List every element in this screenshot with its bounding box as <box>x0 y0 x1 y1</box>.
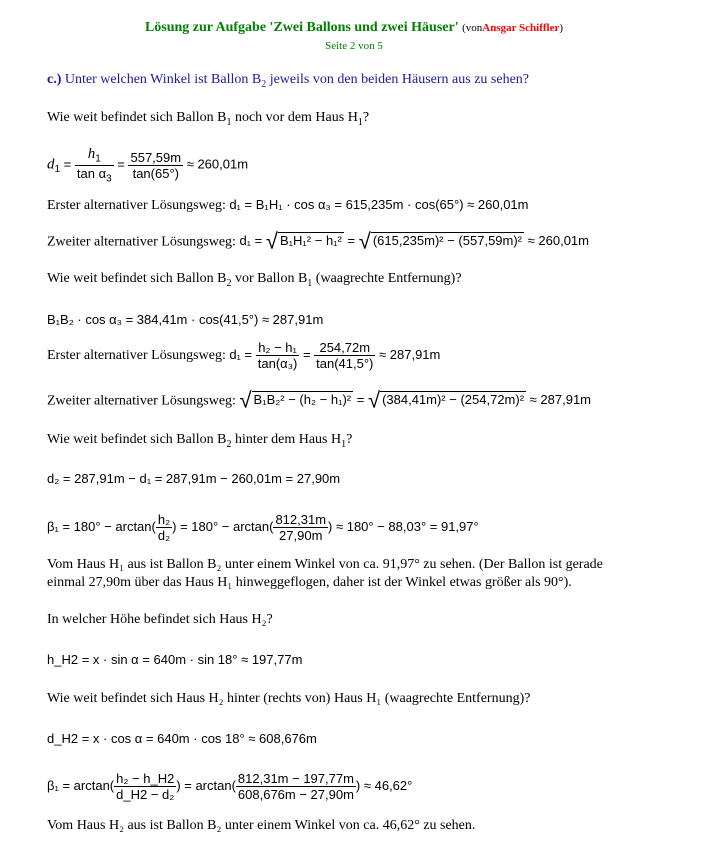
num: 812,31m − 197,77m <box>237 771 354 786</box>
fraction <box>128 150 183 181</box>
sub: 3 <box>106 173 112 185</box>
den: tan(41,5°) <box>316 356 374 371</box>
paragraph-1-line-1: Vom Haus H₁ aus ist Ballon B₂ unter einem Winkel von ca. 91,97° zu sehen. (Der Ballon ist gerade <box>47 557 603 572</box>
den: tan(65°) <box>132 165 179 181</box>
num: 812,31m <box>275 512 327 527</box>
result: ≈ 287,91m <box>529 392 592 408</box>
sub: 1 <box>226 116 232 128</box>
mid: ) = arctan( <box>176 777 236 793</box>
sub: 2 <box>226 277 232 289</box>
lhs: β₁ = arctan( <box>47 777 115 793</box>
q1-text: Wie weit befindet sich Ballon B <box>47 110 227 125</box>
radicand: (615,235m)² − (557,59m)² <box>372 233 523 249</box>
mid: ) = 180° − arctan( <box>172 518 274 534</box>
q2-end: (waagrechte Entfernung)? <box>315 271 462 286</box>
sqrt-icon: √ <box>358 229 371 254</box>
paragraph-2: Vom Haus H₂ aus ist Ballon B₂ unter einem Winkel von ca. 46,62° zu sehen. <box>47 818 476 833</box>
num: h <box>87 146 96 162</box>
fraction <box>314 340 375 371</box>
equation-dh2: d_H2 = x · cos α = 640m · cos 18° ≈ 608,676m <box>47 731 317 746</box>
page-number: Seite 2 von 5 <box>325 40 383 52</box>
q3-mid: hinter dem Haus H <box>234 432 342 447</box>
result: ≈ 287,91m <box>379 346 441 362</box>
title-text: Lösung zur Aufgabe 'Zwei Ballons und zwei Häuser' <box>144 20 459 35</box>
result: ) ≈ 46,62° <box>355 777 413 793</box>
result: ≈ 260,01m <box>186 156 249 172</box>
alt-solution-2 <box>47 229 589 255</box>
sub: 2 <box>261 78 267 90</box>
alt-label: Erster alternativer Lösungsweg: <box>47 198 226 213</box>
den: d_H2 − d₂ <box>116 787 175 802</box>
by-text: (von <box>462 22 483 34</box>
equation-beta1-h2 <box>47 771 412 802</box>
fraction <box>75 146 114 184</box>
question-1 <box>47 110 369 128</box>
alt-label: Erster alternativer Lösungsweg: <box>47 347 226 363</box>
fraction <box>114 771 176 802</box>
sub: 1 <box>54 164 61 176</box>
question-5: Wie weit befindet sich Haus H₂ hinter (rechts von) Haus H₁ (waagrechte Entfernung)? <box>47 691 531 706</box>
q2-mid: vor Ballon B <box>234 271 308 286</box>
equation-d2: d₂ = 287,91m − d₁ = 287,91m − 260,01m = 27,90m <box>47 471 341 486</box>
num: h₂ − h₁ <box>256 340 300 356</box>
num: h₂ <box>157 512 171 527</box>
sqrt-icon: √ <box>265 229 278 254</box>
sub: 1 <box>95 153 101 165</box>
question-3 <box>47 432 352 450</box>
alt-solution-3: Erster alternativer Lösungsweg: d₁ = $\frac{\text{h₂ − h₁}}{\text{tan(α₃)}}$ = $\frac{254,72m}{\tan(41,5^\circ)}$ ≈ 287,91m <box>47 340 441 371</box>
den: d₂ <box>157 528 171 543</box>
lhs: d₁ = <box>239 233 263 249</box>
alt-solution-1 <box>47 197 528 214</box>
sub: 2 <box>226 438 232 450</box>
fraction <box>273 512 328 543</box>
sqrt-icon: √ <box>367 388 381 413</box>
alt-label: Zweiter alternativer Lösungsweg: <box>47 393 236 409</box>
fraction <box>236 771 356 802</box>
lhs: d₁ = <box>229 346 253 362</box>
question-tail: jeweils von den beiden Häusern aus zu sehen? <box>269 72 530 87</box>
q3-end: ? <box>346 432 353 447</box>
num: 254,72m <box>314 340 375 356</box>
q1-mid: noch vor dem Haus H <box>234 110 358 125</box>
result: ≈ 260,01m <box>527 233 589 249</box>
den: tan α <box>76 165 107 181</box>
den: 27,90m <box>279 528 323 543</box>
q3-text: Wie weit befindet sich Ballon B <box>47 432 227 447</box>
q2-text: Wie weit befindet sich Ballon B <box>47 271 227 286</box>
document-title <box>0 20 708 36</box>
question-c <box>47 72 529 90</box>
sub: 1 <box>357 116 363 128</box>
radicand: (384,41m)² − (254,72m)² <box>382 392 525 408</box>
fraction <box>256 340 300 371</box>
radicand: B₁H₁² − h₁² <box>279 233 342 249</box>
q1-end: ? <box>362 110 370 125</box>
equation-hh2: h_H2 = x · sin α = 640m · sin 18° ≈ 197,77m <box>47 652 303 667</box>
by-close: ) <box>559 22 564 34</box>
alt-formula: d₁ = B₁H₁ · cos α₃ = 615,235m · cos(65°) ≈ 260,01m <box>229 197 529 212</box>
alt-label: Zweiter alternativer Lösungsweg: <box>47 234 236 250</box>
author-name: Ansgar Schiffler <box>482 22 560 34</box>
paragraph-1-line-2: einmal 27,90m über das Haus H₁ hinweggeflogen, daher ist der Winkel etwas größer als 90°). <box>47 575 572 590</box>
question-2 <box>47 271 462 289</box>
section-label: c.) <box>47 72 62 87</box>
question-4: In welcher Höhe befindet sich Haus H₂? <box>47 612 273 627</box>
num: 557,59m <box>130 149 182 165</box>
question-text: Unter welchen Winkel ist Ballon B <box>64 72 262 87</box>
fraction <box>156 512 172 543</box>
eq: = <box>347 233 356 249</box>
radicand: B₁B₂² − (h₂ − h₁)² <box>253 392 352 408</box>
eq: = <box>356 392 365 408</box>
num: h₂ − h_H2 <box>116 771 175 786</box>
equation-beta1 <box>47 512 479 543</box>
sub: 1 <box>307 277 313 289</box>
var: d <box>47 156 55 173</box>
result: ) ≈ 180° − 88,03° = 91,97° <box>328 518 479 534</box>
sqrt-icon: √ <box>239 388 252 413</box>
alt-solution-4 <box>47 388 591 414</box>
equation-b1b2: B₁B₂ · cos α₃ = 384,41m · cos(41,5°) ≈ 287,91m <box>47 312 324 327</box>
equation-d1: $d_1$ = $\frac{h_1}{\tan \alpha_3}$ = $\frac{557,59m}{\tan(65^\circ)}$ ≈ 260,01m <box>47 146 249 185</box>
sub: 1 <box>341 438 347 450</box>
den: 608,676m − 27,90m <box>237 787 354 802</box>
den: tan(α₃) <box>257 356 298 371</box>
lhs: β₁ = 180° − arctan( <box>47 518 156 534</box>
